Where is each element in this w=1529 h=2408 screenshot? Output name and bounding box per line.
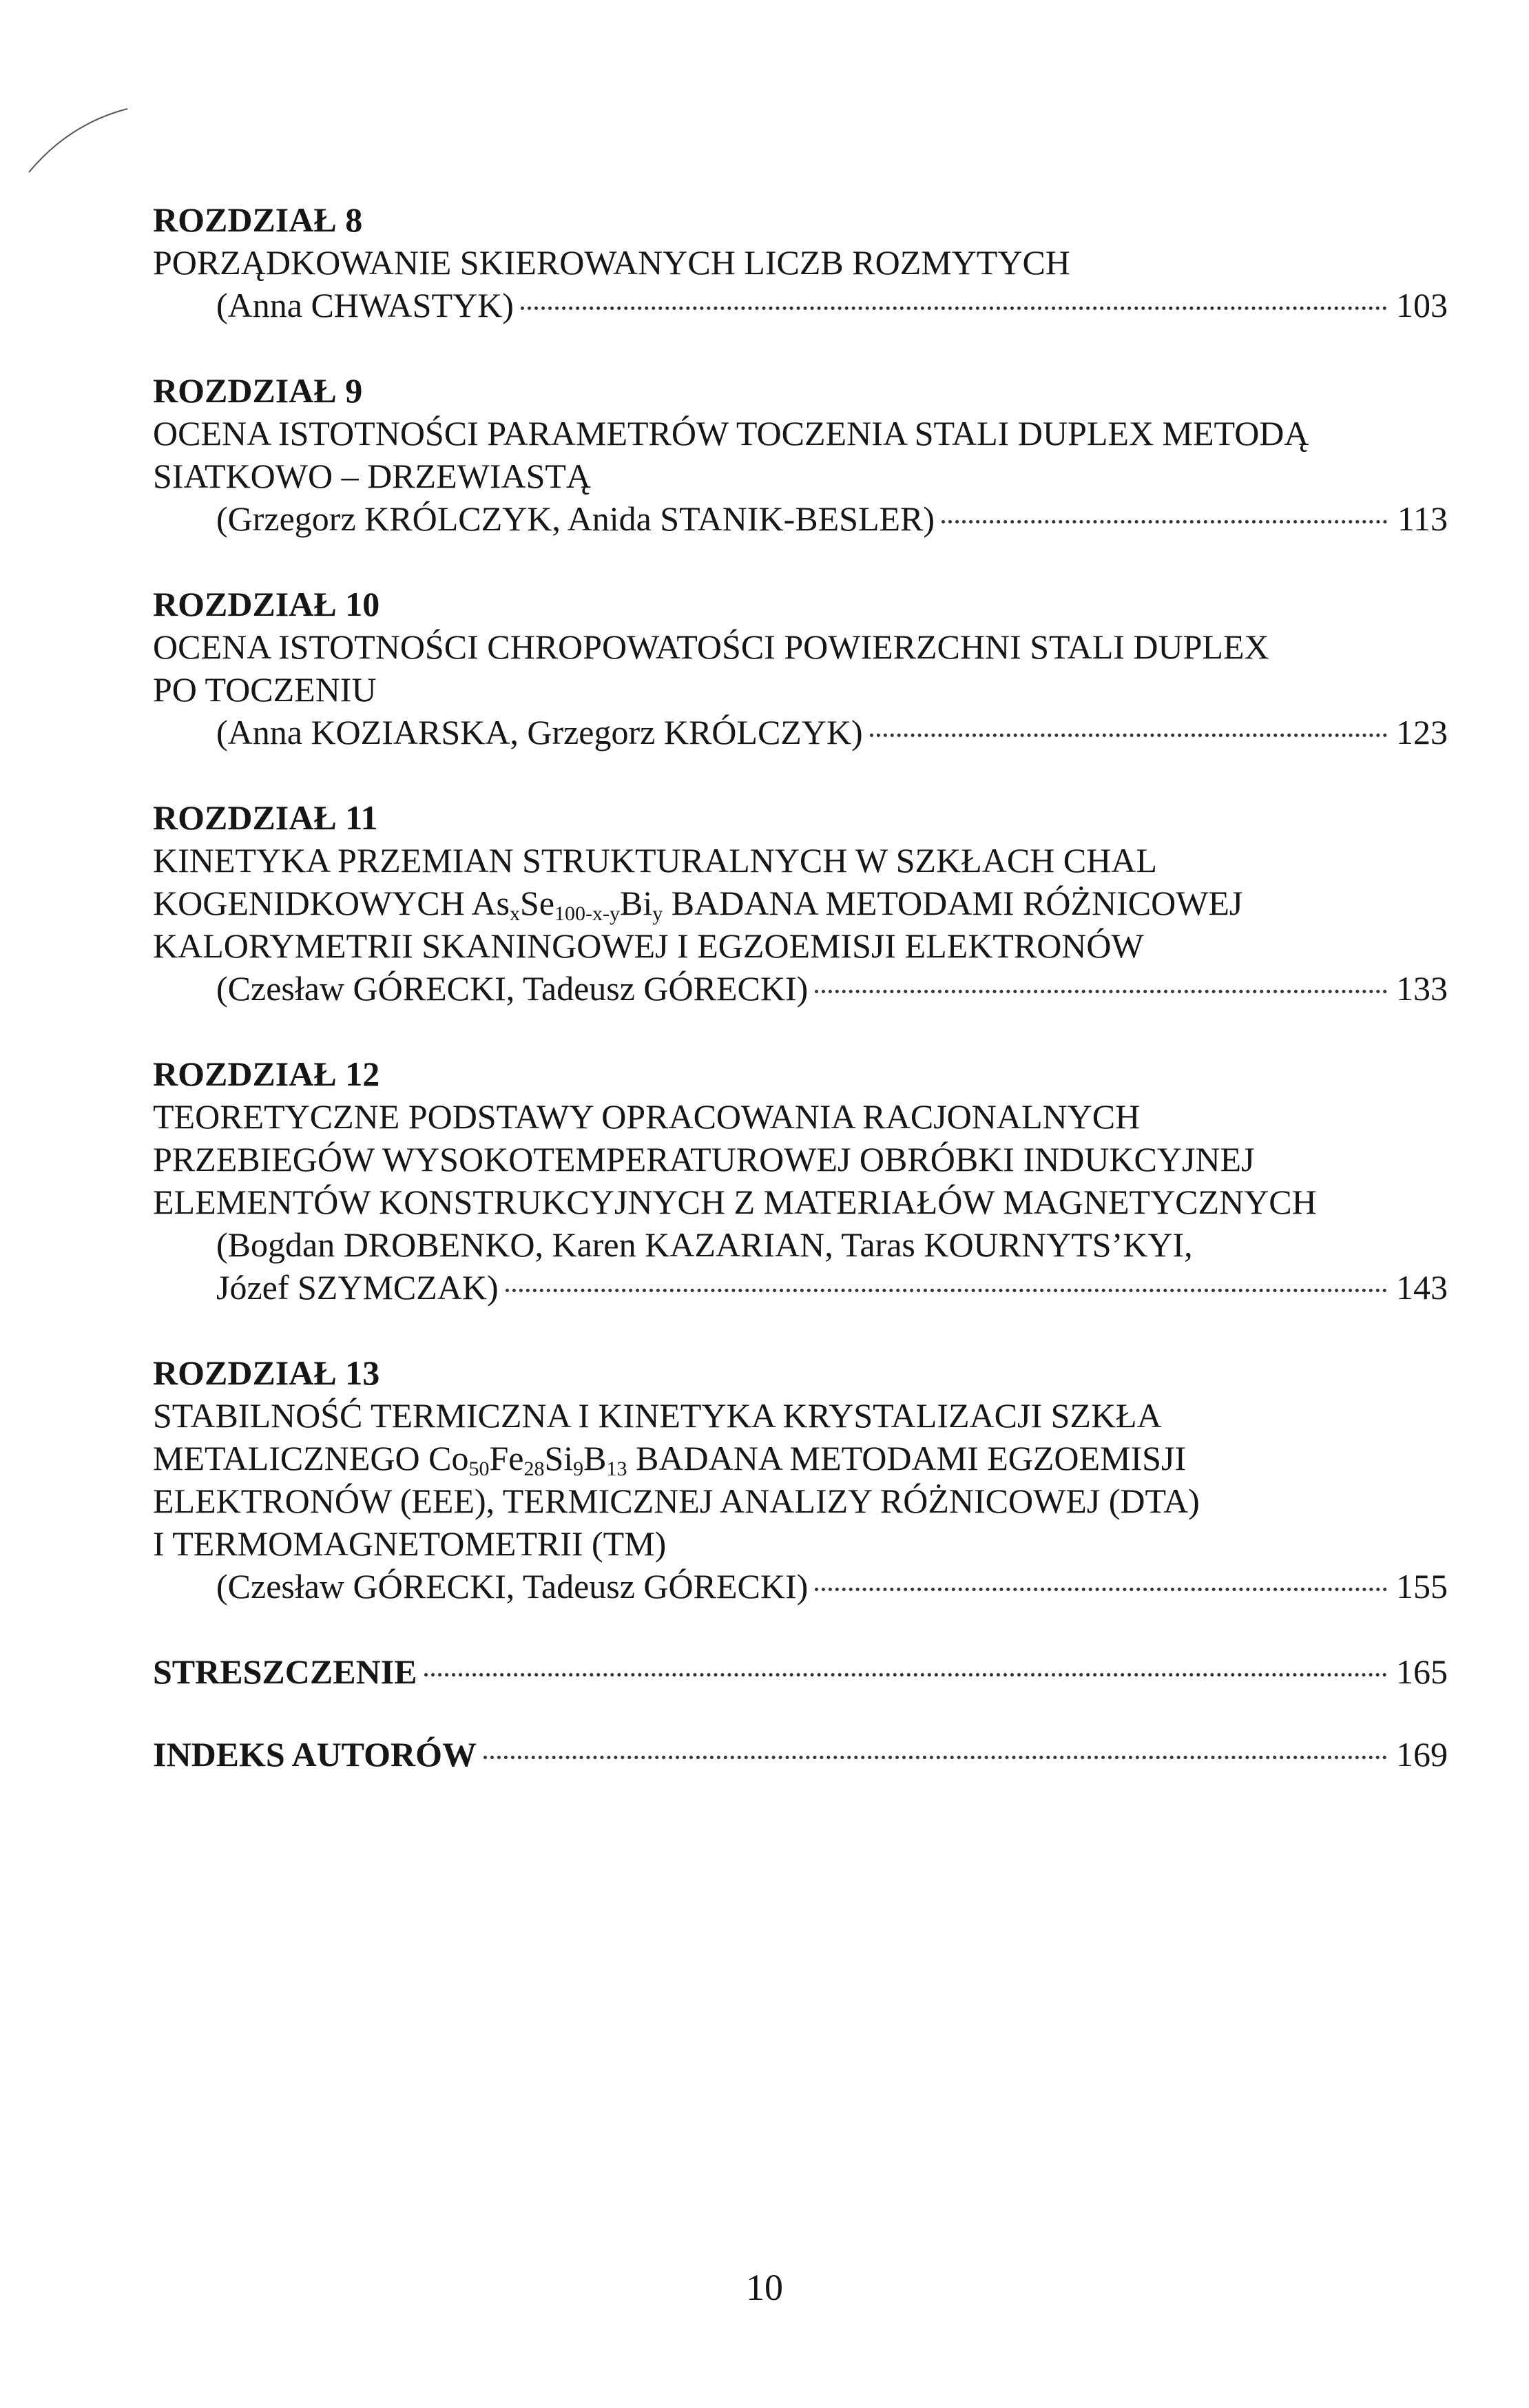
chapter-title-line: TEORETYCZNE PODSTAWY OPRACOWANIA RACJONALNYCH xyxy=(153,1097,1141,1136)
chapter-authors: (Czesław GÓRECKI, Tadeusz GÓRECKI) xyxy=(216,969,809,1008)
chapter-label: ROZDZIAŁ 8 xyxy=(153,200,363,239)
chapter-authors-row xyxy=(153,967,1448,1010)
page-number: 10 xyxy=(746,2267,783,2308)
chapter-authors-line: (Bogdan DROBENKO, Karen KAZARIAN, Taras KOURNYTS’KYI, xyxy=(216,1225,1193,1264)
chapter-title-line: ELEKTRONÓW (EEE), TERMICZNEJ ANALIZY RÓŻNICOWEJ (DTA) xyxy=(153,1482,1200,1520)
dot-leader xyxy=(506,1289,1387,1292)
standalone-label: INDEKS AUTORÓW xyxy=(153,1735,477,1774)
chapter-label: ROZDZIAŁ 12 xyxy=(153,1055,380,1093)
toc-standalone-entry xyxy=(153,1650,1448,1693)
toc-chapter-entry xyxy=(153,1351,1448,1608)
chapter-authors-row xyxy=(153,711,1448,754)
chapter-title-line: PORZĄDKOWANIE SKIEROWANYCH LICZB ROZMYTYCH xyxy=(153,243,1070,282)
dot-leader xyxy=(483,1756,1387,1759)
chapter-authors: (Anna KOZIARSKA, Grzegorz KRÓLCZYK) xyxy=(216,713,863,751)
table-of-contents xyxy=(153,198,1448,1816)
toc-standalone-entry xyxy=(153,1733,1448,1776)
chapter-page-number: 103 xyxy=(1396,286,1448,324)
pencil-mark-icon xyxy=(28,103,131,179)
chapter-title-line: METALICZNEGO $Co_{50}Fe_{28}Si_9B_{13}$ BADANA METODAMI EGZOEMISJI xyxy=(153,1439,1187,1480)
chapter-title-line: OCENA ISTOTNOŚCI CHROPOWATOŚCI POWIERZCHNI STALI DUPLEX xyxy=(153,627,1269,666)
chapter-authors-row xyxy=(153,1266,1448,1309)
chapter-authors: (Czesław GÓRECKI, Tadeusz GÓRECKI) xyxy=(216,1567,809,1606)
dot-leader xyxy=(942,520,1387,523)
chapter-title-line: I TERMOMAGNETOMETRII (TM) xyxy=(153,1524,667,1563)
chapter-label: ROZDZIAŁ 13 xyxy=(153,1353,380,1392)
chapter-label: ROZDZIAŁ 10 xyxy=(153,585,380,623)
chapter-title-line: KALORYMETRII SKANINGOWEJ I EGZOEMISJI ELEKTRONÓW xyxy=(153,926,1144,965)
chapter-title-line: ELEMENTÓW KONSTRUKCYJNYCH Z MATERIAŁÓW MAGNETYCZNYCH xyxy=(153,1183,1317,1221)
chapter-authors: (Anna CHWASTYK) xyxy=(216,286,514,324)
dot-leader xyxy=(870,734,1387,737)
chapter-page-number: 133 xyxy=(1396,969,1448,1008)
chapter-page-number: 123 xyxy=(1396,713,1448,751)
chapter-title-line: STABILNOŚĆ TERMICZNA I KINETYKA KRYSTALIZACJI SZKŁA xyxy=(153,1396,1162,1435)
chapter-authors-row xyxy=(153,284,1448,326)
chapter-authors: (Grzegorz KRÓLCZYK, Anida STANIK-BESLER) xyxy=(216,499,935,538)
chapter-title-line: OCENA ISTOTNOŚCI PARAMETRÓW TOCZENIA STALI DUPLEX METODĄ xyxy=(153,414,1309,453)
chapter-page-number: 143 xyxy=(1396,1268,1448,1307)
chapter-title-line: KOGENIDKOWYCH $As_xSe_{100-x-y}Bi_y$ BADANA METODAMI RÓŻNICOWEJ xyxy=(153,884,1243,925)
dot-leader xyxy=(815,990,1387,993)
toc-chapter-entry xyxy=(153,198,1448,326)
dot-leader xyxy=(424,1673,1388,1677)
chapter-title-line: PO TOCZENIU xyxy=(153,670,377,709)
standalone-label: STRESZCZENIE xyxy=(153,1652,417,1691)
chapter-authors-row xyxy=(153,1565,1448,1608)
dot-leader xyxy=(521,307,1387,310)
standalone-page-number: 165 xyxy=(1396,1652,1448,1691)
chapter-title-line: SIATKOWO – DRZEWIASTĄ xyxy=(153,457,592,495)
chapter-authors-row xyxy=(153,497,1448,540)
toc-chapter-entry xyxy=(153,796,1448,1010)
chapter-label: ROZDZIAŁ 9 xyxy=(153,371,363,410)
chapter-page-number: 113 xyxy=(1397,499,1448,538)
toc-chapter-entry xyxy=(153,583,1448,754)
chapter-page-number: 155 xyxy=(1396,1567,1448,1606)
toc-chapter-entry xyxy=(153,369,1448,540)
chapter-authors: Józef SZYMCZAK) xyxy=(216,1268,499,1307)
chapter-title-line: PRZEBIEGÓW WYSOKOTEMPERATUROWEJ OBRÓBKI INDUKCYJNEJ xyxy=(153,1140,1255,1179)
standalone-page-number: 169 xyxy=(1396,1735,1448,1774)
toc-chapter-entry xyxy=(153,1052,1448,1309)
chapter-label: ROZDZIAŁ 11 xyxy=(153,798,378,837)
dot-leader xyxy=(815,1588,1387,1591)
chapter-title-line: KINETYKA PRZEMIAN STRUKTURALNYCH W SZKŁACH CHAL xyxy=(153,841,1157,880)
